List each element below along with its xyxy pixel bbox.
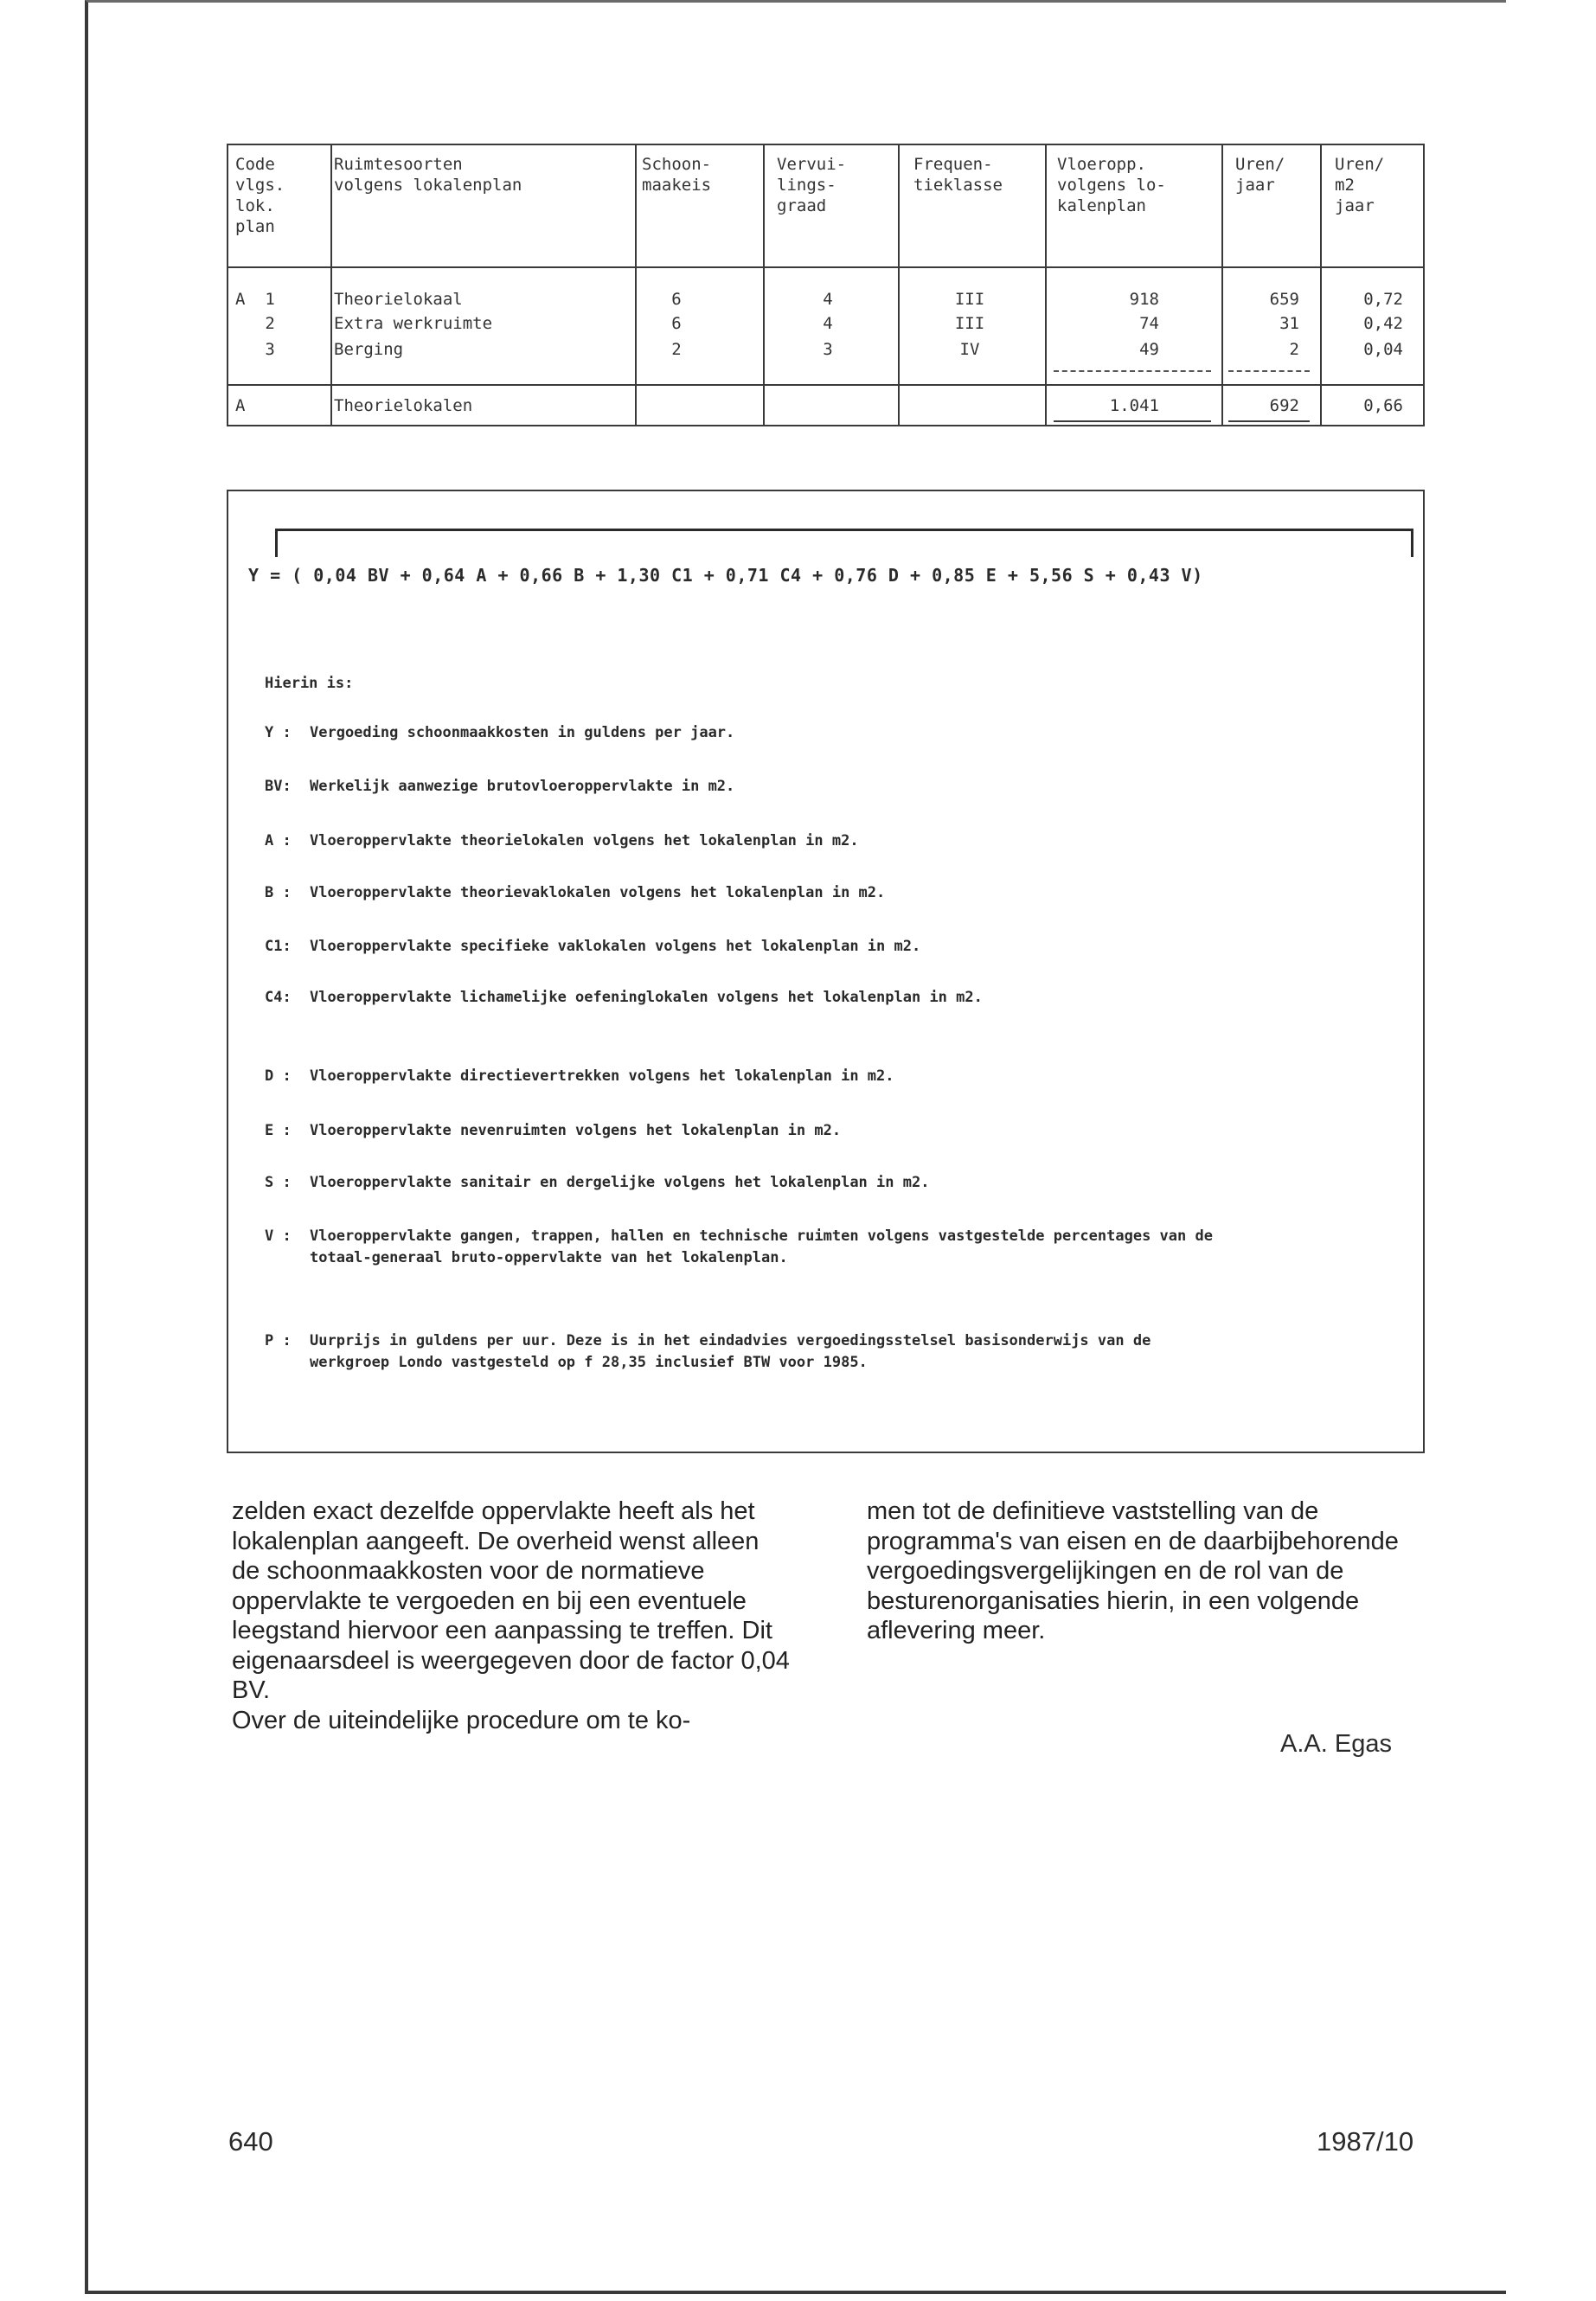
row-code: 3: [235, 340, 275, 359]
definition-text: Vloeroppervlakte gangen, trappen, hallen en technische ruimten volgens vastgestelde percentages van de totaal-generaal bruto-oppervlakte van het lokalenplan.: [310, 1227, 1213, 1266]
total-underline: [1228, 420, 1310, 422]
total-code: A: [235, 396, 246, 415]
row-code: 2: [235, 314, 275, 333]
issue-number: 1987/10: [1317, 2126, 1414, 2157]
definition-key: BV:: [265, 778, 292, 795]
definition-key: E :: [265, 1122, 292, 1139]
row-uren: 31: [1279, 314, 1299, 333]
definition-text: Werkelijk aanwezige brutovloeroppervlakte in m2.: [310, 778, 735, 795]
row-name: Extra werkruimte: [334, 314, 493, 333]
definition-item: [265, 722, 1277, 744]
definition-text: Vloeroppervlakte lichamelijke oefeninglokalen volgens het lokalenplan in m2.: [310, 989, 983, 1006]
definition-key: B :: [265, 884, 292, 901]
row-name: Berging: [334, 340, 404, 359]
row-urenm2: 0,72: [1363, 290, 1403, 309]
total-uren: 692: [1269, 396, 1299, 415]
definition-key: S :: [265, 1174, 292, 1191]
body-paragraph: men tot de definitieve vaststelling van de programma's van eisen en de daarbijbehorende vergoedingsvergelijkingen en de rol van de besturenorganisaties hierin, in een volgende aflevering meer.: [867, 1497, 1399, 1644]
author: A.A. Egas: [1280, 1730, 1392, 1758]
header-schoonmaakeis: Schoon- maakeis: [642, 155, 712, 195]
definition-item: [265, 776, 1277, 798]
row-vervuil: 4: [823, 290, 833, 309]
row-schoon: 6: [671, 314, 682, 333]
total-underline: [1054, 420, 1211, 422]
page-number: 640: [228, 2126, 273, 2157]
definition-item: [265, 1226, 1277, 1269]
subtotal-line: [1228, 370, 1310, 372]
total-name: Theorielokalen: [334, 396, 473, 415]
body-paragraph: Over de uiteindelijke procedure om te ko-: [232, 1706, 691, 1734]
definition-item: [265, 1120, 1277, 1142]
definition-item: [265, 1330, 1277, 1374]
row-schoon: 6: [671, 290, 682, 309]
total-urenm2: 0,66: [1363, 396, 1403, 415]
definition-text: Vloeroppervlakte theorievaklokalen volgens het lokalenplan in m2.: [310, 884, 886, 901]
row-freq: III: [954, 290, 985, 309]
row-urenm2: 0,42: [1363, 314, 1403, 333]
definition-text: Vergoeding schoonmaakkosten in guldens per jaar.: [310, 724, 735, 741]
definition-key: V :: [265, 1227, 292, 1245]
row-name: Theorielokaal: [334, 290, 463, 309]
definition-item: [265, 1172, 1277, 1194]
definition-key: D :: [265, 1067, 292, 1085]
definition-key: C4:: [265, 989, 292, 1006]
header-ruimtesoorten: Ruimtesoorten volgens lokalenplan: [334, 155, 522, 195]
definition-item: [265, 987, 1277, 1009]
definition-item: [265, 1066, 1277, 1087]
row-uren: 659: [1269, 290, 1299, 309]
row-vloer: 49: [1139, 340, 1159, 359]
row-freq: III: [954, 314, 985, 333]
total-vloer: 1.041: [1109, 396, 1159, 415]
definition-key: C1:: [265, 938, 292, 955]
definition-item: [265, 936, 1277, 958]
body-left-column: [232, 1497, 792, 1735]
row-freq: IV: [959, 340, 980, 359]
row-code: A 1: [235, 290, 275, 309]
header-vloeropp: Vloeropp. volgens lo- kalenplan: [1057, 155, 1166, 215]
row-vervuil: 3: [823, 340, 833, 359]
definition-text: Vloeroppervlakte directievertrekken volgens het lokalenplan in m2.: [310, 1067, 894, 1085]
definition-item: [265, 882, 1277, 904]
header-uren-m2-jaar: Uren/ m2 jaar: [1335, 155, 1385, 215]
header-frequentieklasse: Frequen- tieklasse: [913, 155, 1003, 195]
row-schoon: 2: [671, 340, 682, 359]
header-uren-jaar: Uren/ jaar: [1235, 155, 1285, 195]
definition-text: Vloeroppervlakte specifieke vaklokalen volgens het lokalenplan in m2.: [310, 938, 921, 955]
header-code: Code vlgs. lok. plan: [235, 155, 285, 236]
definition-key: Y :: [265, 724, 292, 741]
definition-text: Vloeroppervlakte sanitair en dergelijke volgens het lokalenplan in m2.: [310, 1174, 930, 1191]
definition-text: Vloeroppervlakte nevenruimten volgens het lokalenplan in m2.: [310, 1122, 842, 1139]
definition-text: Uurprijs in guldens per uur. Deze is in het eindadvies vergoedingsstelsel basisonderwijs van de werkgroep Londo vastgesteld op f 28,35 inclusief BTW voor 1985.: [310, 1332, 1151, 1371]
row-vloer: 74: [1139, 314, 1159, 333]
body-right-column: [867, 1497, 1429, 1646]
header-vervuilingsgraad: Vervui- lings- graad: [777, 155, 847, 215]
definition-item: [265, 830, 1277, 852]
row-urenm2: 0,04: [1363, 340, 1403, 359]
definition-text: Vloeroppervlakte theorielokalen volgens het lokalenplan in m2.: [310, 832, 859, 849]
formula-equation: Y = ( 0,04 BV + 0,64 A + 0,66 B + 1,30 C1 + 0,71 C4 + 0,76 D + 0,85 E + 5,56 S + 0,43 V): [248, 565, 1203, 586]
formula-bracket: [275, 529, 1413, 557]
row-vloer: 918: [1129, 290, 1159, 309]
row-vervuil: 4: [823, 314, 833, 333]
definitions-intro: Hierin is:: [265, 675, 354, 692]
definition-key: P :: [265, 1332, 292, 1349]
body-paragraph: zelden exact dezelfde oppervlakte heeft als het lokalenplan aangeeft. De overheid wenst alleen de schoonmaakkosten voor de normatieve oppervlakte te vergoeden en bij een eventuele leegstand hiervoor een aanpassing te treffen. Dit eigenaarsdeel is weergegeven door de factor 0,04 BV.: [232, 1497, 790, 1704]
definition-key: A :: [265, 832, 292, 849]
subtotal-line: [1054, 370, 1211, 372]
formula-box: [227, 490, 1425, 1453]
row-uren: 2: [1289, 340, 1299, 359]
